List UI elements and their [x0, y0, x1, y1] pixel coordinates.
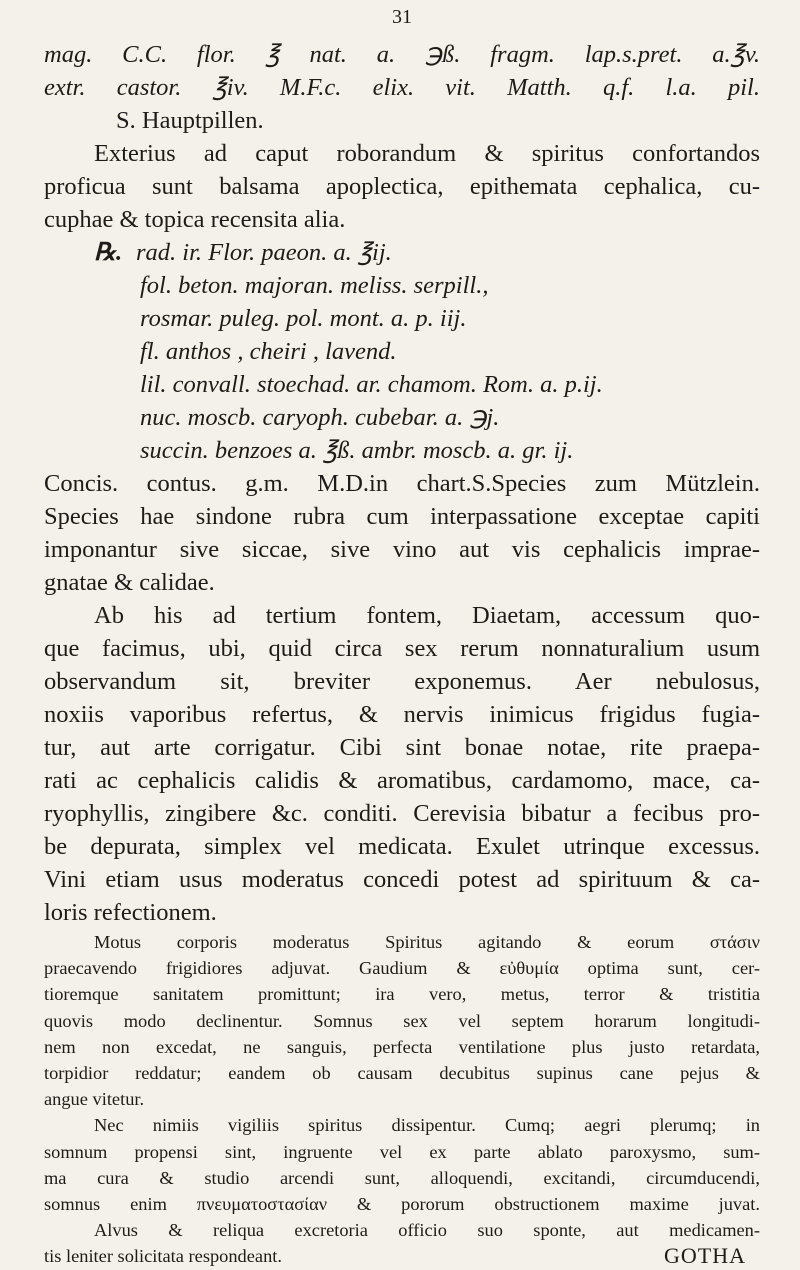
body-line: Concis. contus. g.m. M.D.in chart.S.Species zum Mützlein. — [44, 470, 760, 497]
prescription-line: extr. castor. ℥iv. M.F.c. elix. vit. Matth. q.f. l.a. pil. — [44, 74, 760, 101]
body-line: proficua sunt balsama apoplectica, epithemata cephalica, cu- — [44, 173, 760, 200]
body-line: Exterius ad caput roborandum & spiritus confortandos — [94, 140, 760, 167]
small-print-line: torpidior reddatur; eandem ob causam decubitus supinus cane pejus & — [44, 1063, 760, 1084]
body-line: Species hae sindone rubra cum interpassatione exceptae capiti — [44, 503, 760, 530]
page-number: 31 — [392, 6, 412, 28]
body-line: be depurata, simplex vel medicata. Exulet utrinque excessus. — [44, 833, 760, 860]
recipe-line: succin. benzoes a. ℥ß. ambr. moscb. a. gr. ij. — [140, 437, 574, 464]
recipe-line: fol. beton. majoran. meliss. serpill., — [140, 272, 489, 299]
small-print-line: angue vitetur. — [44, 1089, 145, 1110]
body-line: tur, aut arte corrigatur. Cibi sint bonae notae, rite praepa- — [44, 734, 760, 761]
body-line: gnatae & calidae. — [44, 569, 215, 596]
recipe-line: nuc. moscb. caryoph. cubebar. a. ℈j. — [140, 404, 500, 431]
body-line: rati ac cephalicis calidis & aromatibus, cardamomo, mace, ca- — [44, 767, 760, 794]
body-line: ryophyllis, zingibere &c. conditi. Cerevisia bibatur a fecibus pro- — [44, 800, 760, 827]
recipe-line: rad. ir. Flor. paeon. a. ℥ij. — [136, 239, 392, 266]
small-print-line: quovis modo declinentur. Somnus sex vel septem horarum longitudi- — [44, 1010, 760, 1031]
small-print-line: Motus corporis moderatus Spiritus agitando & eorum στάσιν — [94, 932, 760, 952]
small-print-line: nem non excedat, ne sanguis, perfecta ventilatione plus justo retardata, — [44, 1036, 760, 1057]
body-line: Vini etiam usus moderatus concedi potest ad spirituum & ca- — [44, 866, 760, 893]
recipe-line: rosmar. puleg. pol. mont. a. p. iij. — [140, 305, 467, 332]
small-print-line: Nec nimiis vigiliis spiritus dissipentur. Cumq; aegri plerumq; in — [94, 1115, 760, 1136]
small-print-line — [44, 1243, 760, 1269]
small-print-line: praecavendo frigidiores adjuvat. Gaudium & εὐθυμία optima sunt, cer- — [44, 958, 760, 979]
prescription-signature: S. Hauptpillen. — [116, 107, 264, 134]
body-line: observandum sit, breviter exponemus. Aer nebulosus, — [44, 668, 760, 695]
recipe-block — [44, 236, 760, 269]
body-line: loris refectionem. — [44, 899, 217, 926]
body-line: noxiis vaporibus refertus, & nervis inimicus frigidus fugia- — [44, 701, 760, 728]
body-line: imponantur sive siccae, sive vino aut vis cephalicis imprae- — [44, 536, 760, 563]
catchword: GOTHA — [664, 1243, 746, 1269]
recipe-line: lil. convall. stoechad. ar. chamom. Rom. a. p.ij. — [140, 371, 603, 398]
prescription-line: mag. C.C. flor. ℥ nat. a. ℈ß. fragm. lap.s.pret. a.℥v. — [44, 41, 760, 68]
small-print-line: tioremque sanitatem promittunt; ira vero, metus, terror & tristitia — [44, 984, 760, 1005]
recipe-line: fl. anthos , cheiri , lavend. — [140, 338, 397, 365]
small-print-line: somnum propensi sint, ingruente vel ex parte ablato paroxysmo, sum- — [44, 1141, 760, 1162]
small-print-line: ma cura & studio arcendi sunt, alloquendi, excitandi, circumducendi, — [44, 1167, 760, 1188]
body-line: que facimus, ubi, quid circa sex rerum nonnaturalium usum — [44, 635, 760, 662]
small-print-line: somnus enim πνευματοστασίαν & pororum obstructionem maxime juvat. — [44, 1194, 760, 1215]
small-print-text: tis leniter solicitata respondeant. — [44, 1246, 282, 1267]
body-line: cuphae & topica recensita alia. — [44, 206, 346, 233]
body-line: Ab his ad tertium fontem, Diaetam, accessum quo- — [94, 602, 760, 629]
small-print-line: Alvus & reliqua excretoria officio suo sponte, aut medicamen- — [94, 1220, 760, 1241]
recipe-symbol: ℞. — [94, 239, 123, 266]
